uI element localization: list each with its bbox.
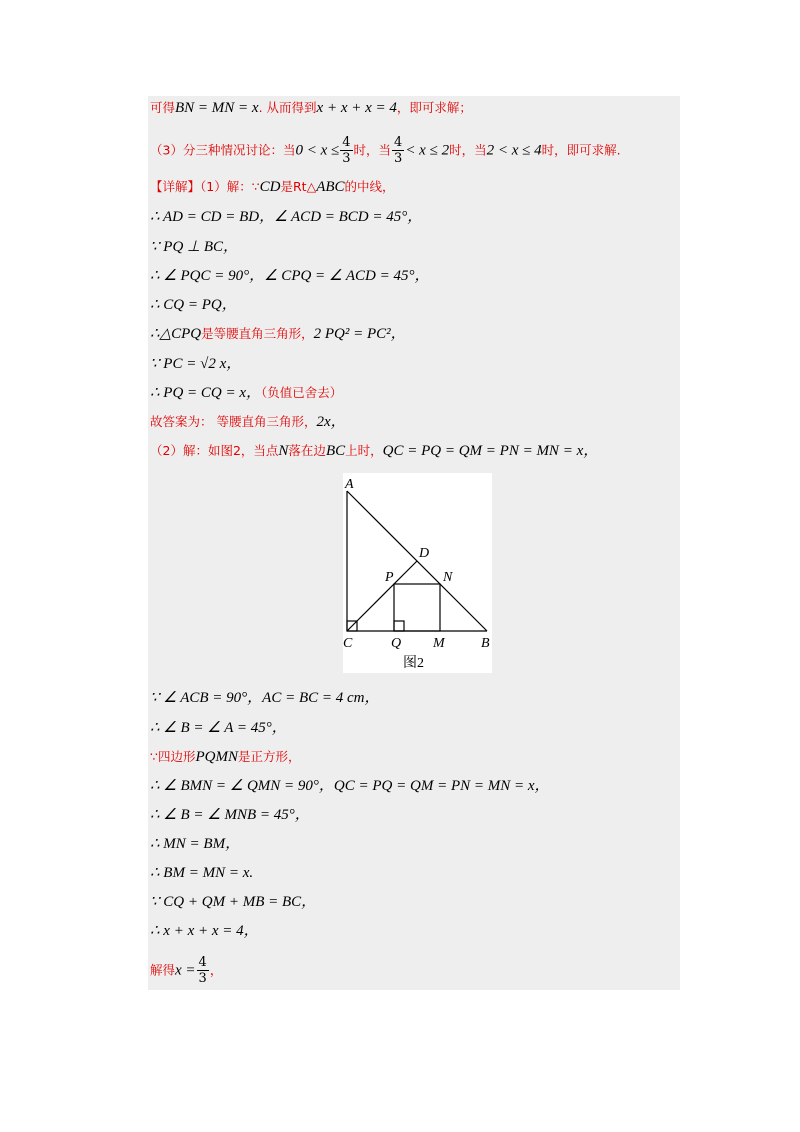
line-20: ∵ CQ + QM + MB = BC， [150,894,317,910]
fraction: $\frac{4}{3}$ [342,135,351,166]
line-19: ∴ BM = MN = x. [150,865,254,881]
right-angle-q [394,621,404,631]
square-pqmn [394,584,440,631]
triangle-diagram [343,473,492,673]
label-m: M [433,636,445,651]
line-2: （3）分三种情况讨论：当0 < x ≤ $\frac{4}{3}$ 时，当 $\frac{4}{3}$ < x ≤ 2时，当2 < x ≤ 4时，即可求解. [150,135,621,166]
line-12: （2）解：如图2，当点N落在边BC上时，QC = PQ = QM = PN = MN = x， [150,443,599,459]
label-c: C [343,636,353,651]
figure-caption: 图2 [403,656,424,671]
label-b: B [481,636,490,651]
line-16: ∴ ∠ BMN = ∠ QMN = 90°，QC = PQ = QM = PN = MN = x， [150,778,550,794]
line-14: ∴ ∠ B = ∠ A = 45°， [150,720,287,736]
fraction: $\frac{4}{3}$ [198,955,207,986]
label-p: P [385,570,394,585]
line-11: 故答案为： 等腰直角三角形，2x， [150,414,346,430]
line-18: ∴ MN = BM， [150,836,241,852]
line-6: ∴ ∠ PQC = 90°，∠ CPQ = ∠ ACD = 45°， [150,268,430,284]
label-a: A [345,477,354,492]
line-13: ∵ ∠ ACB = 90°，AC = BC = 4 cm， [150,690,380,706]
label-d: D [419,546,430,561]
line-15: ∵四边形PQMN是正方形， [150,749,301,765]
label-q: Q [391,636,402,651]
line-7: ∴ CQ = PQ， [150,297,237,313]
fraction: $\frac{4}{3}$ [394,135,403,166]
line-21: ∴ x + x + x = 4， [150,923,259,939]
line-10: ∴ PQ = CQ = x，（负值已舍去） [150,385,343,401]
line-8: ∴△CPQ是等腰直角三角形，2 PQ² = PC²， [150,326,406,342]
line-9: ∵ PC = √2 x， [150,356,242,372]
geometry-figure [343,473,492,673]
line-22: 解得x = $\frac{4}{3}$ ， [150,955,223,986]
line-17: ∴ ∠ B = ∠ MNB = 45°， [150,807,310,823]
line-3: 【详解】（1）解：∵CD是Rt△ABC的中线， [150,179,395,195]
line-4: ∴ AD = CD = BD，∠ ACD = BCD = 45°， [150,209,423,225]
line-1: 可得BN = MN = x. 从而得到x + x + x = 4，即可求解； [150,100,472,116]
label-n: N [443,570,453,585]
line-5: ∵ PQ ⊥ BC， [150,239,239,255]
